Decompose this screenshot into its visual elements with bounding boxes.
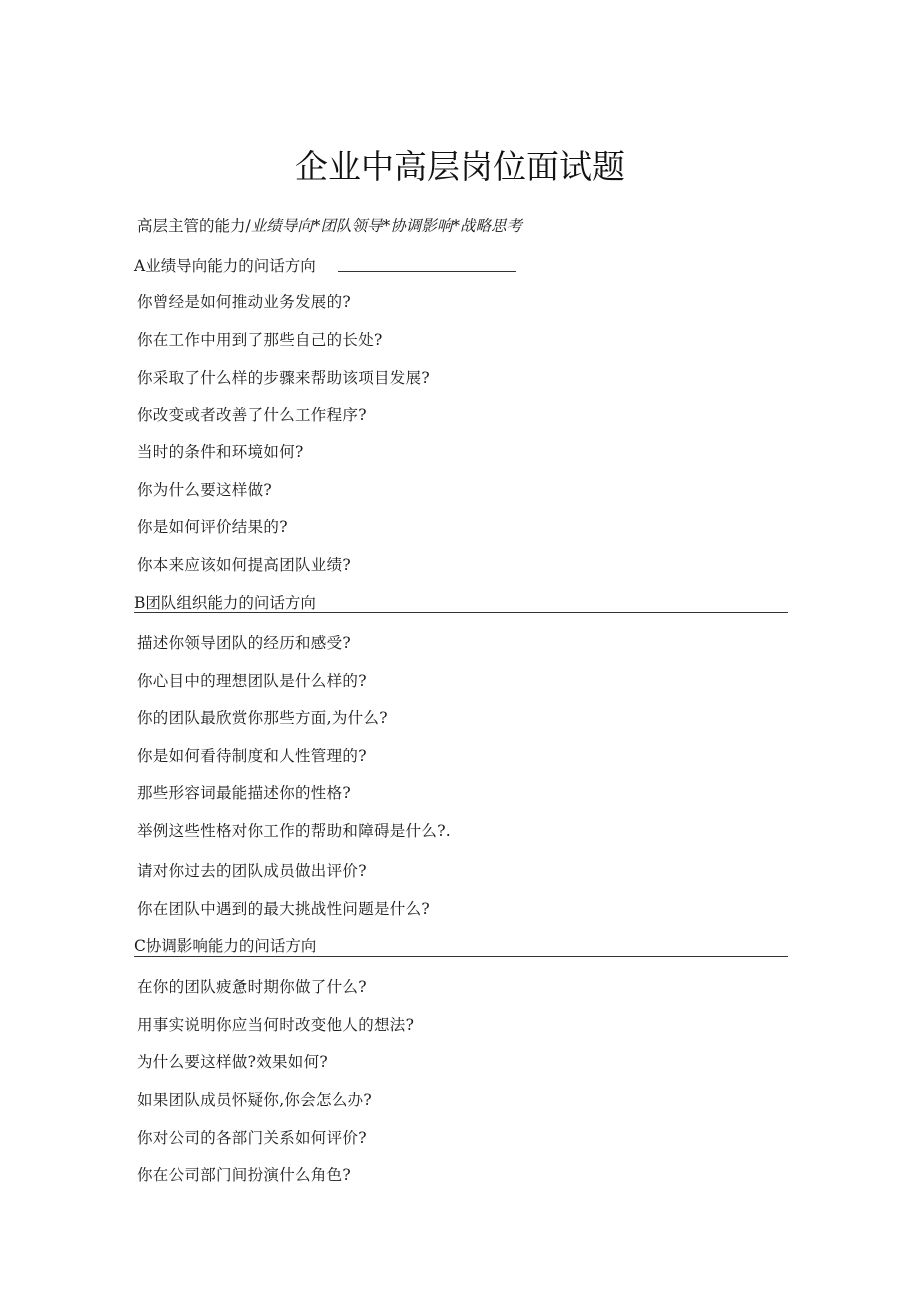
question-b-3: 你的团队最欣赏你那些方面,为什么? bbox=[137, 709, 388, 727]
section-a-letter: A bbox=[134, 257, 146, 275]
section-b-rule bbox=[134, 612, 788, 613]
subtitle-ability-areas: 业绩导向*团队领导*协调影响*战略思考 bbox=[250, 217, 522, 235]
question-a-8: 你本来应该如何提高团队业绩? bbox=[137, 556, 352, 574]
section-b-letter: B bbox=[134, 594, 146, 612]
question-b-5: 那些形容词最能描述你的性格? bbox=[137, 784, 352, 802]
section-c-rule bbox=[134, 956, 788, 957]
question-a-5: 当时的条件和环境如何? bbox=[137, 443, 304, 461]
question-c-5: 你对公司的各部门关系如何评价? bbox=[137, 1129, 367, 1147]
section-c-letter: C bbox=[134, 937, 146, 955]
question-a-2: 你在工作中用到了那些自己的长处? bbox=[137, 331, 383, 349]
section-a-title: 业绩导向能力的问话方向 bbox=[145, 257, 316, 275]
question-c-6: 你在公司部门间扮演什么角色? bbox=[137, 1166, 352, 1184]
question-c-2: 用事实说明你应当何时改变他人的想法? bbox=[137, 1016, 415, 1034]
question-b-7: 请对你过去的团队成员做出评价? bbox=[137, 862, 367, 880]
question-c-3: 为什么要这样做?效果如何? bbox=[137, 1053, 329, 1071]
question-b-4: 你是如何看待制度和人性管理的? bbox=[137, 747, 367, 765]
section-c-title: 协调影响能力的问话方向 bbox=[145, 937, 317, 955]
document-subtitle bbox=[137, 214, 522, 238]
document-title: 企业中高层岗位面试题 bbox=[295, 147, 625, 186]
question-a-6: 你为什么要这样做? bbox=[137, 481, 273, 499]
question-a-1: 你曾经是如何推动业务发展的? bbox=[137, 293, 352, 311]
question-a-4: 你改变或者改善了什么工作程序? bbox=[137, 406, 367, 424]
section-a-heading bbox=[134, 254, 316, 279]
section-a-underline bbox=[338, 271, 516, 272]
question-a-3: 你采取了什么样的步骤来帮助该项目发展? bbox=[137, 369, 431, 387]
section-b-title: 团队组织能力的问话方向 bbox=[145, 594, 316, 612]
question-c-1: 在你的团队疲惫时期你做了什么? bbox=[137, 978, 367, 996]
question-c-4: 如果团队成员怀疑你,你会怎么办? bbox=[137, 1091, 373, 1109]
question-a-7: 你是如何评价结果的? bbox=[137, 518, 288, 536]
question-b-6: 举例这些性格对你工作的帮助和障碍是什么?. bbox=[137, 822, 452, 840]
question-b-1: 描述你领导团队的经历和感受? bbox=[137, 634, 352, 652]
question-b-2: 你心目中的理想团队是什么样的? bbox=[137, 672, 367, 690]
subtitle-lead: 高层主管的能力/ bbox=[137, 217, 251, 235]
question-b-8: 你在团队中遇到的最大挑战性问题是什么? bbox=[137, 900, 431, 918]
